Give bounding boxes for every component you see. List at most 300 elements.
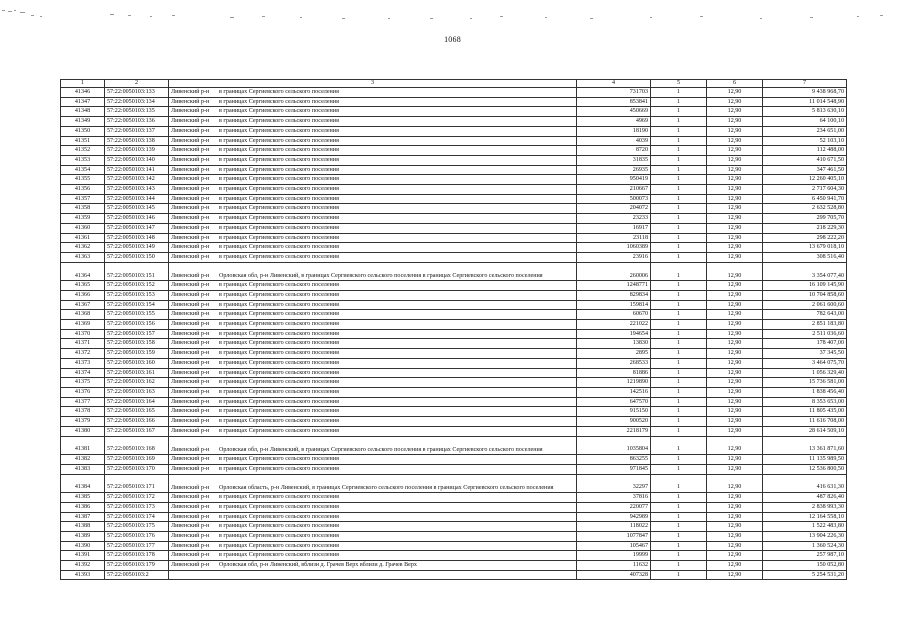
district: Ливенский р-н [171, 291, 210, 298]
factor: 1 [651, 214, 707, 224]
cadastral-number: 57:22:0050103:174 [105, 512, 169, 522]
row-number: 41350 [61, 126, 105, 136]
indicator-value: 1035804 [577, 436, 651, 455]
rate: 12,90 [707, 223, 763, 233]
table-row [61, 243, 847, 253]
address: в границах Сергиевского сельского поселения [219, 195, 339, 202]
rate: 12,90 [707, 368, 763, 378]
table-row [61, 126, 847, 136]
factor: 1 [651, 474, 707, 493]
row-number: 41370 [61, 329, 105, 339]
cadastral-number: 57:22:0050103:169 [105, 455, 169, 465]
rate: 12,90 [707, 417, 763, 427]
factor: 1 [651, 194, 707, 204]
district: Ливенский р-н [171, 127, 210, 134]
factor: 1 [651, 531, 707, 541]
location-cell [169, 570, 577, 580]
district: Ливенский р-н [171, 195, 210, 202]
address: в границах Сергиевского сельского поселения [219, 137, 339, 144]
cadastral-number: 57:22:0050103:179 [105, 561, 169, 571]
cadastral-number: 57:22:0050103:165 [105, 407, 169, 417]
rate: 12,90 [707, 88, 763, 98]
location-cell [169, 551, 577, 561]
cadastral-value: 13 361 871,60 [763, 436, 847, 455]
factor: 1 [651, 117, 707, 127]
table-row [61, 97, 847, 107]
location-cell [169, 455, 577, 465]
rate: 12,90 [707, 541, 763, 551]
table-row [61, 214, 847, 224]
rate: 12,90 [707, 146, 763, 156]
row-number: 41382 [61, 455, 105, 465]
indicator-value: 23118 [577, 233, 651, 243]
cadastral-value: 64 100,10 [763, 117, 847, 127]
district: Ливенский р-н [171, 205, 210, 212]
table-row [61, 358, 847, 368]
factor: 1 [651, 175, 707, 185]
table-row [61, 417, 847, 427]
indicator-value: 407328 [577, 570, 651, 580]
table-row [61, 204, 847, 214]
address: в границах Сергиевского сельского поселения [219, 465, 339, 472]
factor: 1 [651, 300, 707, 310]
address: в границах Сергиевского сельского поселения [219, 98, 339, 105]
factor: 1 [651, 417, 707, 427]
cadastral-value: 12 164 558,10 [763, 512, 847, 522]
table-row [61, 407, 847, 417]
cadastral-number: 57:22:0050103:176 [105, 531, 169, 541]
indicator-value: 142516 [577, 387, 651, 397]
factor: 1 [651, 165, 707, 175]
indicator-value: 11632 [577, 561, 651, 571]
factor: 1 [651, 252, 707, 262]
location-cell [169, 522, 577, 532]
indicator-value: 221022 [577, 320, 651, 330]
district: Ливенский р-н [171, 523, 210, 530]
cadastral-number: 57:22:0050103:135 [105, 107, 169, 117]
rate: 12,90 [707, 407, 763, 417]
row-number: 41347 [61, 97, 105, 107]
table-row [61, 136, 847, 146]
location-cell [169, 329, 577, 339]
location-cell [169, 426, 577, 436]
district: Ливенский р-н [171, 532, 210, 539]
row-number: 41388 [61, 522, 105, 532]
table-row [61, 541, 847, 551]
table-row [61, 455, 847, 465]
cadastral-value: 2 632 528,80 [763, 204, 847, 214]
indicator-value: 853841 [577, 97, 651, 107]
address: в границах Сергиевского сельского поселения [219, 398, 339, 405]
indicator-value: 23233 [577, 214, 651, 224]
table-row [61, 378, 847, 388]
table-row [61, 561, 847, 571]
column-header: 3 [169, 80, 577, 88]
table-row [61, 320, 847, 330]
cadastral-number: 57:22:0050103:141 [105, 165, 169, 175]
table-row [61, 493, 847, 503]
rate: 12,90 [707, 233, 763, 243]
table-row [61, 436, 847, 455]
cadastral-number: 57:22:0050103:144 [105, 194, 169, 204]
address: в границах Сергиевского сельского поселения [219, 291, 339, 298]
cadastral-number: 57:22:0050103:2 [105, 570, 169, 580]
cadastral-value: 11 014 548,90 [763, 97, 847, 107]
column-header: 4 [577, 80, 651, 88]
factor: 1 [651, 281, 707, 291]
location-cell [169, 300, 577, 310]
factor: 1 [651, 387, 707, 397]
cadastral-value: 10 704 858,60 [763, 290, 847, 300]
factor: 1 [651, 204, 707, 214]
row-number: 41363 [61, 252, 105, 262]
row-number: 41346 [61, 88, 105, 98]
table-row [61, 397, 847, 407]
indicator-value: 863255 [577, 455, 651, 465]
indicator-value: 450669 [577, 107, 651, 117]
cadastral-value: 487 826,40 [763, 493, 847, 503]
row-number: 41373 [61, 358, 105, 368]
column-header: 2 [105, 80, 169, 88]
address: в границах Сергиевского сельского поселения [219, 205, 339, 212]
rate: 12,90 [707, 165, 763, 175]
cadastral-value: 2 717 604,30 [763, 185, 847, 195]
rate: 12,90 [707, 387, 763, 397]
table-row [61, 290, 847, 300]
cadastral-value: 3 464 075,70 [763, 358, 847, 368]
table-row [61, 146, 847, 156]
address: в границах Сергиевского сельского поселения [219, 408, 339, 415]
location-cell [169, 436, 577, 455]
cadastral-value: 1 522 483,80 [763, 522, 847, 532]
row-number: 41351 [61, 136, 105, 146]
cadastral-number: 57:22:0050103:134 [105, 97, 169, 107]
address: в границах Сергиевского сельского поселения [219, 244, 339, 251]
row-number: 41393 [61, 570, 105, 580]
location-cell [169, 136, 577, 146]
row-number: 41385 [61, 493, 105, 503]
district: Ливенский р-н [171, 137, 210, 144]
cadastral-value: 37 345,50 [763, 349, 847, 359]
factor: 1 [651, 426, 707, 436]
cadastral-number: 57:22:0050103:175 [105, 522, 169, 532]
rate: 12,90 [707, 175, 763, 185]
row-number: 41352 [61, 146, 105, 156]
district: Ливенский р-н [171, 456, 210, 463]
district: Ливенский р-н [171, 282, 210, 289]
indicator-value: 1060389 [577, 243, 651, 253]
row-number: 41372 [61, 349, 105, 359]
location-cell [169, 512, 577, 522]
rate: 12,90 [707, 570, 763, 580]
cadastral-value: 218 229,30 [763, 223, 847, 233]
location-cell [169, 320, 577, 330]
cadastral-value: 5 254 531,20 [763, 570, 847, 580]
cadastral-number: 57:22:0050103:148 [105, 233, 169, 243]
factor: 1 [651, 541, 707, 551]
location-cell [169, 262, 577, 281]
indicator-value: 23916 [577, 252, 651, 262]
indicator-value: 31835 [577, 155, 651, 165]
table-row [61, 281, 847, 291]
row-number: 41369 [61, 320, 105, 330]
address: в границах Сергиевского сельского поселения [219, 340, 339, 347]
row-number: 41361 [61, 233, 105, 243]
indicator-value: 647570 [577, 397, 651, 407]
factor: 1 [651, 397, 707, 407]
rate: 12,90 [707, 290, 763, 300]
cadastral-value: 13 904 226,30 [763, 531, 847, 541]
indicator-value: 19999 [577, 551, 651, 561]
factor: 1 [651, 329, 707, 339]
cadastral-number: 57:22:0050103:177 [105, 541, 169, 551]
cadastral-value: 13 679 018,10 [763, 243, 847, 253]
location-cell [169, 107, 577, 117]
cadastral-value: 347 461,50 [763, 165, 847, 175]
location-cell [169, 233, 577, 243]
factor: 1 [651, 493, 707, 503]
cadastral-number: 57:22:0050103:145 [105, 204, 169, 214]
location-cell [169, 387, 577, 397]
cadastral-number: 57:22:0050103:143 [105, 185, 169, 195]
table-row [61, 474, 847, 493]
cadastral-number: 57:22:0050103:151 [105, 262, 169, 281]
address: в границах Сергиевского сельского поселения [219, 379, 339, 386]
indicator-value: 829834 [577, 290, 651, 300]
cadastral-number: 57:22:0050103:167 [105, 426, 169, 436]
cadastral-number: 57:22:0050103:150 [105, 252, 169, 262]
location-cell [169, 474, 577, 493]
table-row [61, 522, 847, 532]
row-number: 41379 [61, 417, 105, 427]
cadastral-number: 57:22:0050103:154 [105, 300, 169, 310]
rate: 12,90 [707, 117, 763, 127]
address: в границах Сергиевского сельского поселения [219, 156, 339, 163]
indicator-value: 1248771 [577, 281, 651, 291]
row-number: 41348 [61, 107, 105, 117]
table-row [61, 262, 847, 281]
table-row [61, 233, 847, 243]
location-cell [169, 252, 577, 262]
row-number: 41376 [61, 387, 105, 397]
location-cell [169, 464, 577, 474]
indicator-value: 268533 [577, 358, 651, 368]
location-cell [169, 310, 577, 320]
cadastral-value: 8 353 653,00 [763, 397, 847, 407]
cadastral-number: 57:22:0050103:140 [105, 155, 169, 165]
location-cell [169, 378, 577, 388]
row-number: 41353 [61, 155, 105, 165]
cadastral-number: 57:22:0050103:147 [105, 223, 169, 233]
address: Орловская обл, р-н Ливенский, вблизи д. Грачев Верх вблизи д. Грачев Верх [219, 562, 417, 569]
table-row [61, 349, 847, 359]
row-number: 41389 [61, 531, 105, 541]
cadastral-number: 57:22:0050103:159 [105, 349, 169, 359]
location-cell [169, 407, 577, 417]
row-number: 41375 [61, 378, 105, 388]
cadastral-value: 52 103,10 [763, 136, 847, 146]
district: Ливенский р-н [171, 369, 210, 376]
location-cell [169, 88, 577, 98]
factor: 1 [651, 378, 707, 388]
district: Ливенский р-н [171, 359, 210, 366]
rate: 12,90 [707, 358, 763, 368]
row-number: 41384 [61, 474, 105, 493]
address: в границах Сергиевского сельского поселения [219, 503, 339, 510]
cadastral-number: 57:22:0050103:136 [105, 117, 169, 127]
table-row [61, 175, 847, 185]
indicator-value: 16917 [577, 223, 651, 233]
factor: 1 [651, 349, 707, 359]
cadastral-value: 298 222,20 [763, 233, 847, 243]
factor: 1 [651, 262, 707, 281]
rate: 12,90 [707, 502, 763, 512]
cadastral-value: 11 135 989,50 [763, 455, 847, 465]
district: Ливенский р-н [171, 418, 210, 425]
factor: 1 [651, 126, 707, 136]
cadastral-number: 57:22:0050103:155 [105, 310, 169, 320]
indicator-value: 8720 [577, 146, 651, 156]
indicator-value: 37816 [577, 493, 651, 503]
rate: 12,90 [707, 474, 763, 493]
indicator-value: 942989 [577, 512, 651, 522]
row-number: 41386 [61, 502, 105, 512]
rate: 12,90 [707, 107, 763, 117]
factor: 1 [651, 512, 707, 522]
cadastral-number: 57:22:0050103:164 [105, 397, 169, 407]
district: Ливенский р-н [171, 224, 210, 231]
location-cell [169, 126, 577, 136]
address: в границах Сергиевского сельского поселения [219, 301, 339, 308]
cadastral-value: 16 109 145,90 [763, 281, 847, 291]
indicator-value: 194654 [577, 329, 651, 339]
indicator-value: 260006 [577, 262, 651, 281]
cadastral-value: 11 805 435,00 [763, 407, 847, 417]
cadastral-value: 6 450 941,70 [763, 194, 847, 204]
table-row [61, 531, 847, 541]
address: в границах Сергиевского сельского поселения [219, 89, 339, 95]
district: Ливенский р-н [171, 244, 210, 251]
factor: 1 [651, 185, 707, 195]
address: в границах Сергиевского сельского поселения [219, 127, 339, 134]
table-row [61, 155, 847, 165]
cadastral-value: 11 616 708,00 [763, 417, 847, 427]
indicator-value: 18190 [577, 126, 651, 136]
indicator-value: 731703 [577, 88, 651, 98]
cadastral-value: 2 851 183,80 [763, 320, 847, 330]
table-row [61, 464, 847, 474]
location-cell [169, 417, 577, 427]
page-number: 1068 [444, 35, 461, 44]
location-cell [169, 214, 577, 224]
indicator-value: 2895 [577, 349, 651, 359]
row-number: 41357 [61, 194, 105, 204]
district: Ливенский р-н [171, 147, 210, 154]
rate: 12,90 [707, 378, 763, 388]
rate: 12,90 [707, 262, 763, 281]
table-row [61, 512, 847, 522]
table-header-row [61, 80, 847, 88]
row-number: 41364 [61, 262, 105, 281]
cadastral-value: 1 838 456,40 [763, 387, 847, 397]
district: Ливенский р-н [171, 408, 210, 415]
indicator-value: 210667 [577, 185, 651, 195]
column-header: 5 [651, 80, 707, 88]
indicator-value: 4969 [577, 117, 651, 127]
row-number: 41365 [61, 281, 105, 291]
table-row [61, 387, 847, 397]
factor: 1 [651, 233, 707, 243]
indicator-value: 500073 [577, 194, 651, 204]
table-row [61, 88, 847, 98]
district: Ливенский р-н [171, 234, 210, 241]
cadastral-value: 150 052,80 [763, 561, 847, 571]
row-number: 41391 [61, 551, 105, 561]
rate: 12,90 [707, 214, 763, 224]
address: в границах Сергиевского сельского поселения [219, 350, 339, 357]
address: в границах Сергиевского сельского поселения [219, 542, 339, 549]
rate: 12,90 [707, 551, 763, 561]
rate: 12,90 [707, 455, 763, 465]
district: Ливенский р-н [171, 330, 210, 337]
scan-artifact [0, 6, 905, 26]
cadastral-value: 2 511 036,60 [763, 329, 847, 339]
rate: 12,90 [707, 194, 763, 204]
factor: 1 [651, 561, 707, 571]
indicator-value: 4039 [577, 136, 651, 146]
rate: 12,90 [707, 426, 763, 436]
cadastral-number: 57:22:0050103:161 [105, 368, 169, 378]
cadastral-value: 5 813 630,10 [763, 107, 847, 117]
location-cell [169, 493, 577, 503]
cadastral-number: 57:22:0050103:139 [105, 146, 169, 156]
table-row [61, 107, 847, 117]
table-row [61, 329, 847, 339]
row-number: 41368 [61, 310, 105, 320]
district: Ливенский р-н [171, 156, 210, 163]
rate: 12,90 [707, 320, 763, 330]
indicator-value: 159814 [577, 300, 651, 310]
location-cell [169, 194, 577, 204]
indicator-value: 26935 [577, 165, 651, 175]
row-number: 41359 [61, 214, 105, 224]
table-row [61, 194, 847, 204]
cadastral-value: 12 260 405,10 [763, 175, 847, 185]
row-number: 41381 [61, 436, 105, 455]
cadastral-number: 57:22:0050103:152 [105, 281, 169, 291]
row-number: 41356 [61, 185, 105, 195]
indicator-value: 32297 [577, 474, 651, 493]
district: Ливенский р-н [171, 311, 210, 318]
location-cell [169, 97, 577, 107]
row-number: 41374 [61, 368, 105, 378]
indicator-value: 971845 [577, 464, 651, 474]
factor: 1 [651, 502, 707, 512]
indicator-value: 950419 [577, 175, 651, 185]
factor: 1 [651, 310, 707, 320]
district: Ливенский р-н [171, 388, 210, 395]
location-cell [169, 502, 577, 512]
cadastral-number: 57:22:0050103:173 [105, 502, 169, 512]
district: Ливенский р-н [171, 427, 210, 434]
indicator-value: 105467 [577, 541, 651, 551]
address: в границах Сергиевского сельского поселения [219, 215, 339, 222]
cadastral-value: 12 536 800,50 [763, 464, 847, 474]
row-number: 41354 [61, 165, 105, 175]
address: в границах Сергиевского сельского поселения [219, 166, 339, 173]
row-number: 41349 [61, 117, 105, 127]
rate: 12,90 [707, 397, 763, 407]
